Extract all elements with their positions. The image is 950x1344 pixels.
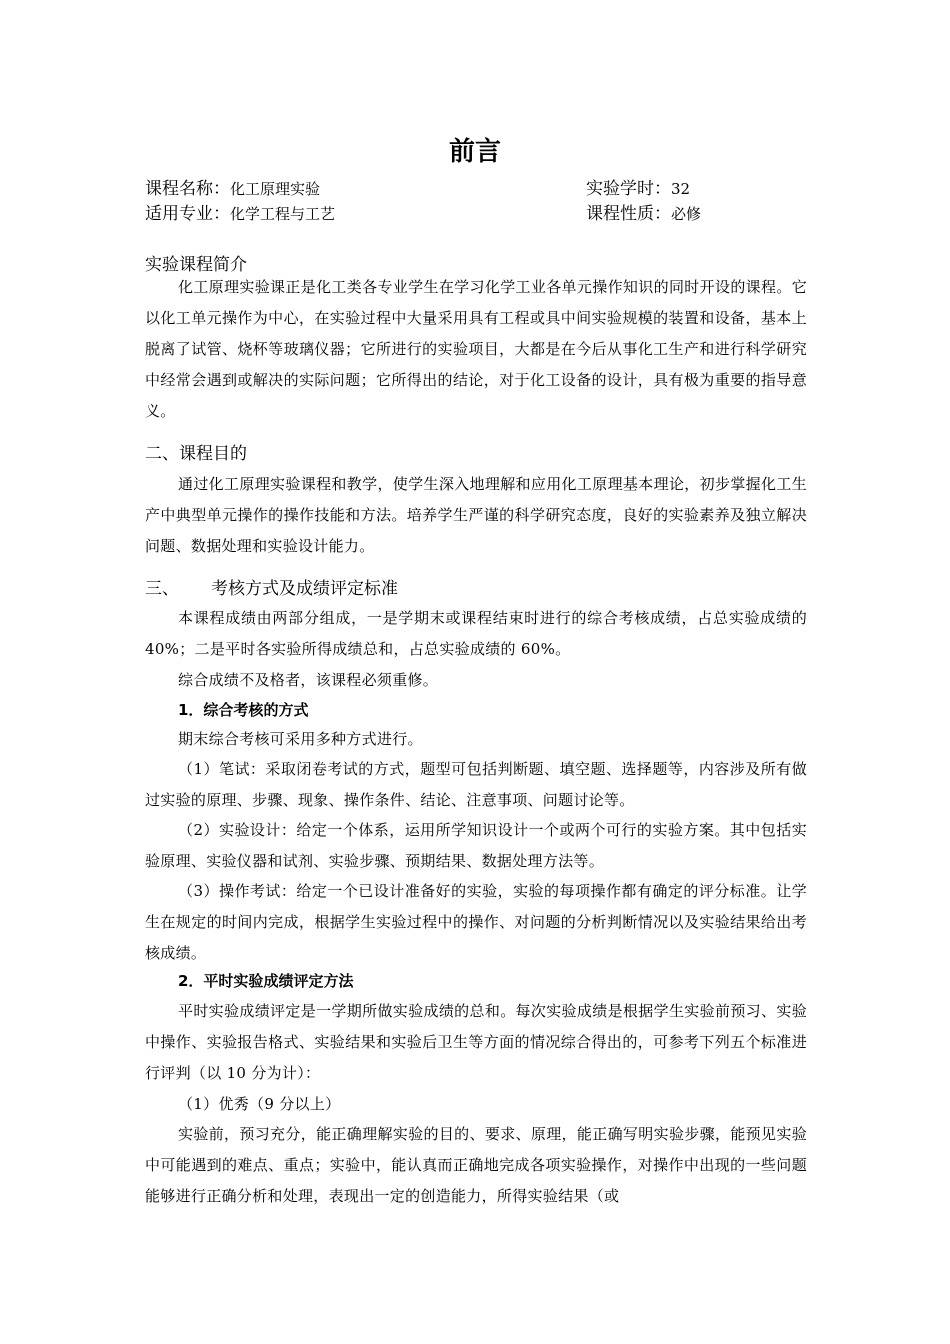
- subheading-assessment-method: 1．综合考核的方式: [178, 701, 309, 719]
- regular-grading-paragraph: 平时实验成绩评定是一学期所做实验成绩的总和。每次实验成绩是根据学生实验前预习、实验中操作、实验报告格式、实验结果和实验后卫生等方面的情况综合得出的，可参考下列五个标准进行评判（以 10 分为计）：: [145, 1002, 807, 1082]
- grade-excellent-heading: （1）优秀（9 分以上）: [178, 1095, 341, 1113]
- intro-paragraph: 化工原理实验课正是化工类各专业学生在学习化学工业各单元操作知识的同时开设的课程。它以化工单元操作为中心，在实验过程中大量采用具有工程或具中间实验规模的装置和设备，基本上脱离了试管、烧杯等玻璃仪器；它所进行的实验项目，大都是在今后从事化工生产和进行科学研究中经常会遇到或解决的实际问题；它所得出的结论，对于化工设备的设计，具有极为重要的指导意义。: [145, 278, 807, 420]
- section-2-heading: 二、课程目的: [145, 444, 247, 464]
- meta-row-2: [145, 201, 825, 227]
- section-3-number: 三、: [145, 579, 179, 599]
- course-name-value: 化工原理实验: [230, 180, 321, 198]
- major-label: 适用专业：: [145, 204, 230, 224]
- grade-excellent-paragraph: 实验前，预习充分，能正确理解实验的目的、要求、原理，能正确写明实验步骤，能预见实验中可能遇到的难点、重点；实验中，能认真而正确地完成各项实验操作，对操作中出现的一些问题能够进行正确分析和处理，表现出一定的创造能力，所得实验结果（或: [145, 1125, 807, 1205]
- section-3-paragraph-3: 期末综合考核可采用多种方式进行。: [178, 730, 423, 748]
- section-3-title: 考核方式及成绩评定标准: [211, 579, 398, 599]
- nature-field: [586, 201, 701, 227]
- subheading-regular-grading: 2．平时实验成绩评定方法: [178, 972, 354, 990]
- intro-heading: 实验课程简介: [145, 255, 247, 275]
- meta-row-1: [145, 176, 825, 202]
- section-3-paragraph-2: 综合成绩不及格者，该课程必须重修。: [178, 671, 439, 689]
- major-value: 化学工程与工艺: [230, 205, 336, 223]
- major-field: [145, 201, 335, 227]
- hours-field: [586, 176, 690, 202]
- course-name-label: 课程名称：: [145, 179, 230, 199]
- hours-value: 32: [671, 180, 691, 198]
- page-title: 前言: [448, 137, 501, 167]
- section-2-paragraph: 通过化工原理实验课程和教学，使学生深入地理解和应用化工原理基本理论，初步掌握化工生产中典型单元操作的操作技能和方法。培养学生严谨的科学研究态度，良好的实验素养及独立解决问题、数据处理和实验设计能力。: [145, 475, 807, 555]
- section-3-paragraph-1: 本课程成绩由两部分组成，一是学期末或课程结束时进行的综合考核成绩，占总实验成绩的 40%；二是平时各实验所得成绩总和，占总实验成绩的 60%。: [145, 609, 807, 658]
- operation-exam-paragraph: （3）操作考试：给定一个已设计准备好的实验，实验的每项操作都有确定的评分标准。让学生在规定的时间内完成，根据学生实验过程中的操作、对问题的分析判断情况以及实验结果给出考核成绩。: [145, 882, 807, 962]
- nature-value: 必修: [671, 205, 702, 223]
- hours-label: 实验学时：: [586, 179, 671, 199]
- experiment-design-paragraph: （2）实验设计：给定一个体系，运用所学知识设计一个或两个可行的实验方案。其中包括实验原理、实验仪器和试剂、实验步骤、预期结果、数据处理方法等。: [145, 821, 807, 870]
- nature-label: 课程性质：: [586, 204, 671, 224]
- course-name-field: [145, 176, 320, 202]
- written-exam-paragraph: （1）笔试：采取闭卷考试的方式，题型可包括判断题、填空题、选择题等，内容涉及所有做过实验的原理、步骤、现象、操作条件、结论、注意事项、问题讨论等。: [145, 760, 807, 809]
- section-3-heading: [145, 576, 825, 602]
